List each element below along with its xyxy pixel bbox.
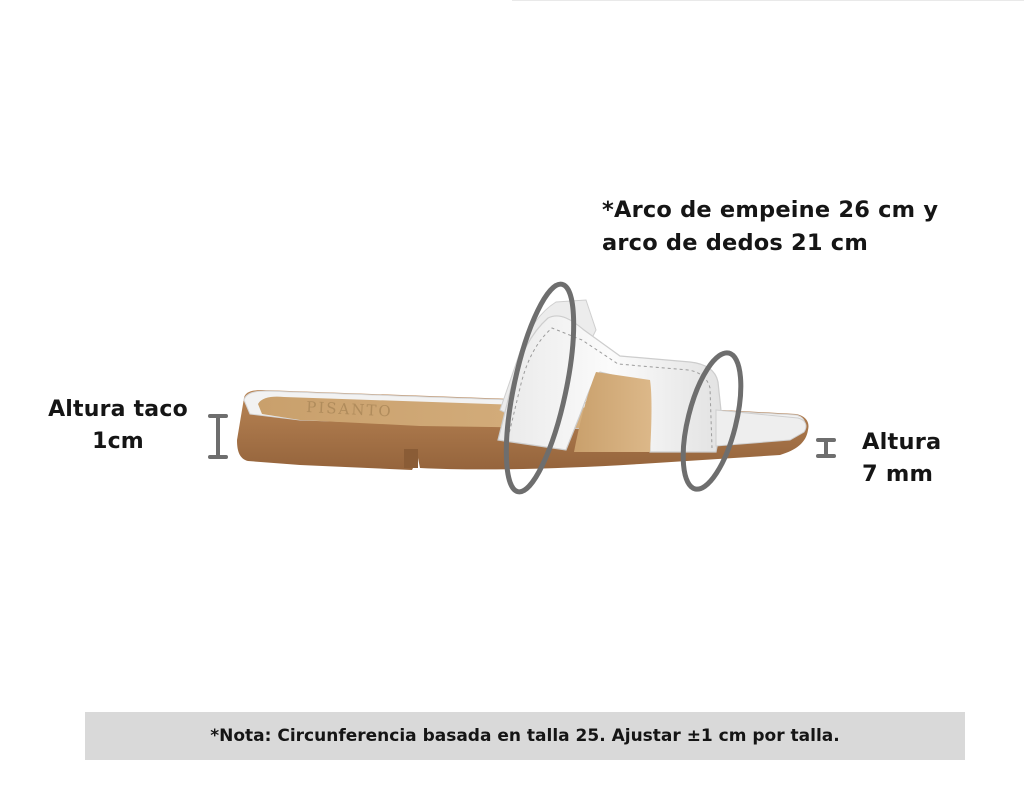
sole-label-line-2: 7 mm: [862, 461, 934, 487]
heel-height-label: [46, 394, 190, 458]
instep-measurement-label: [602, 194, 938, 260]
sole-height-label: [862, 426, 941, 490]
instep-label-line-2: arco de dedos 21 cm: [602, 230, 868, 256]
size-note-text: *Nota: Circunferencia basada en talla 25. Ajustar ±1 cm por talla.: [210, 726, 840, 746]
heel-label-line-1: Altura taco: [48, 397, 188, 422]
instep-label-line-1: *Arco de empeine 26 cm y: [602, 197, 939, 223]
sole-height-marker: [818, 440, 834, 456]
sole-label-line-1: Altura: [862, 429, 942, 455]
heel-label-line-2: 1cm: [92, 429, 144, 454]
size-note-bar: [85, 712, 965, 760]
heel-height-marker: [210, 416, 226, 457]
sandal-heel-step: [404, 449, 418, 468]
insole-brand-mark: PISANTO: [305, 398, 394, 421]
